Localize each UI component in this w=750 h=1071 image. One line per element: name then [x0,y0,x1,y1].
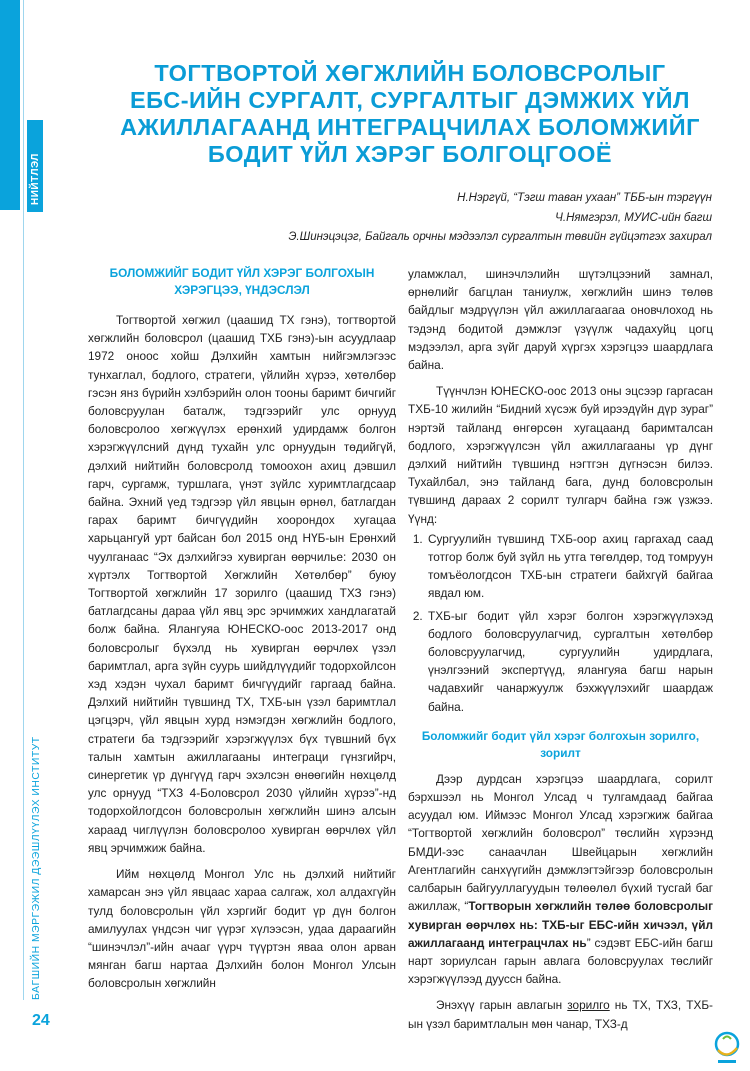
section-label: НИЙТЛЭЛ [30,153,41,205]
left-column [88,265,396,993]
page-number: 24 [32,1012,50,1029]
paragraph-text: Дээр дурдсан хэрэгцээ шаардлага, сорилт бэрхшээл нь Монгол Улсад ч тулгамдаад байгаа асуудал юм. Иймээс Монгол Улсад хэрэгжиж байгаа “Тогтвортой хөгжлийн боловсрол” төслийн хүрээнд БМДИ-ээс санаачлан Швейцарын хөгжлийн Агентлагийн санхүүгийн дэмжлэгтэйгээр боловсролын салбарын байгууллагуудын төлөөлөл бүхий тусгай баг ажиллаж, “ [408,771,713,914]
title-line: ТОГТВОРТОЙ ХӨГЖЛИЙН БОЛОВСРОЛЫГ [154,60,666,86]
publisher-logo-icon [712,1030,742,1064]
list-item: 2. ТХБ-ыг бодит үйл хэрэг болгон хэрэгжүүлэхэд бодлого боловсруулагчид, сургалтын хөтөлбөр боловсруулагчид, сургуулийн удирдлага, үнэлгээний экспертүүд, ялангуяа багш нарын чадавхийг чанаржуулж бэхжүүлэхийг шаардаж байна. [426,607,713,716]
right-column [408,265,713,1033]
author: Ч.Нямгэрэл, МУИС-ийн багш [555,211,712,224]
paragraph: уламжлал, шинэчлэлийн шүтэлцээний замнал, өрнөлийг багцлан таниулж, хөгжлийн шинэ төлөв байдлыг мэдрүүлэн үйл ажиллагаагаа оновчлоход нь тэдэнд бодитой дэмжлэг үзүүлж чадахуйц цогц мэдээлэл, арга зүйг даруй хүргэх хэрэгцээ шаардлага байна. [408,267,713,373]
list-item: 1. Сургуулийн түвшинд ТХБ-оор ахиц гаргахад саад тотгор болж буй зүйл нь утга төгөлдөр, тод томруун томъёологдсон ТХБ-ын стратеги байхгүй байгаа явдал юм. [426,530,713,603]
title-line: БОДИТ ҮЙЛ ХЭРЭГ БОЛГОЦГООЁ [207,141,613,167]
subsection-heading: Боломжийг бодит үйл хэрэг болгохын зорилго, зорилт [421,728,700,760]
sidebar-band [0,0,20,210]
author: Н.Нэргүй, “Тэгш таван ухаан” ТББ-ын тэргүүн [457,192,712,204]
paragraph: Тогтвортой хөгжил (цаашид ТХ гэнэ), тогтвортой хөгжлийн боловсрол (цаашид ТХБ гэнэ)-ын асуудлаар 1972 оноос хойш Дэлхийн хамтын нийгэмлэгээс тунхаглал, бодлого, стратеги, үйлийн хүрээ, хөтөлбөр гэсэн янз бүрийн хэлбэрийн олон тооны баримт бичгийг боловсруулан баталж, тэдгээрийг улс орнууд боловсролоо хөгжүүлэх ерөнхий удирдамж болгон хэрэгжүүлсний дүнд тухайн улс орнуудын төдийгүй, дэлхий нийтийн боловсролд томоохон ахиц дэвшил гарч, сургамж, туршлага, үнэт зүйлс хуримтлагдсаар байна. Эхний үед тэдгээр үйл явцын өрнөл, батлагдан гарах баримт бичгүүдийн хоорондох хугацаа харьцангуй урт байсан бол 2015 онд НҮБ-ын Ерөнхий чуулганаас “Эх дэлхийгээ хувирган өөрчилье: 2030 он хүртэлх Тогтвортой Хөгжлийн Хөтөлбөр” буюу Тогтвортой хөгжлийн 17 зорилго (цаашид ТХЗ гэнэ) батлагдсаны дараа үйл явц эрс эрчимжих хандлагатай болж байна. Ялангуяа ЮНЕСКО-оос 2013-2017 онд боловсролыг бүхэлд нь хувирган өөрчлөх үзэл баримтлал, арга зүйн суурь шийдлүүдийг тодорхойлсон хэд хэдэн чухал баримт бичгүүдийг гаргаад байна. Дэлхий нийтийн түвшинд ТХ, ТХБ-ын үзэл баримтлал цэгцэрч, үйл явцын хурд нэмэгдэн хөгжлийн бодлого, стратеги ба тэдгээрийг хэрэгжүүлэх бүх түвшний бүх талын хамтын ажиллагааны интеграци гүнзгийрч, синергетик үр дүнгүүд гарч эхэлсэн өнөөгийн нөхцөлд улс орнууд “ТХЗ 4-Боловсрол 2030 үйлийн хүрээ”-нд тодорхойлогдсон боловсролын хөгжлийн шинэ алсын хараад чиглүүлэн боловсролоо хувирган өөрчлөх үйл явц эрчимжиж байна. [88,313,396,855]
paragraph-text: ” сэдэвт ЕБС-ийн багш нарт зориулсан гарын авлага боловсруулах төслийг хэрэгжүүлээд дууссн байна. [408,935,714,987]
institute-label: БАГШИЙН МЭРГЭЖИЛ ДЭЭШЛҮҮЛЭХ ИНСТИТУТ [31,736,42,1000]
title-line: АЖИЛЛАГААНД ИНТЕГРАЦЧИЛАХ БОЛОМЖИЙГ [120,114,700,140]
underlined-text: зорилго [567,998,610,1013]
paragraph-text: Энэхүү гарын авлагын [436,998,568,1013]
emphasis-text: Тогтворын хөгжлийн төлөө боловсролыг хувирган өөрчлөх нь: ТХБ-ыг ЕБС-ийн хичээл, үйл ажиллагаанд интеграцчлах нь [408,899,713,950]
author-list [288,189,712,248]
paragraph-text: нь ТХ, ТХЗ, ТХБ-ын үзэл баримтлалын мөн чанар, ТХЗ-д [408,998,713,1031]
paragraph [408,996,713,1032]
paragraph: Түүнчлэн ЮНЕСКО-оос 2013 оны эцсээр гаргасан ТХБ-10 жилийн “Бидний хүсэж буй ирээдүйн дүр зураг” нэртэй тайланд өнгөрсөн хугацаанд баримталсан бодлого, хэрэгжүүлсэн үйл ажиллагааны үр дүнг дэлхий нийтийн түвшинд нэгтгэн дүгнэсэн билээ. Тухайлбал, энэ тайланд бага, дунд боловсролын түвшинд дараах 2 сорилт тулгарч байна гэж үзжээ. Үүнд: [408,384,713,526]
section-heading: БОЛОМЖИЙГ БОДИТ ҮЙЛ ХЭРЭГ БОЛГОХЫН ХЭРЭГЦЭЭ, ҮНДЭСЛЭЛ [109,266,375,297]
title-line: ЕБС-ИЙН СУРГАЛТ, СУРГАЛТЫГ ДЭМЖИХ ҮЙЛ [129,87,690,113]
challenge-list [408,530,713,716]
paragraph: Ийм нөхцөлд Монгол Улс нь дэлхий нийтийг хамарсан энэ үйл явцаас хараа салгаж, хол алдахгүйн тулд боловсролын үйл хэргийг бодит үр дүн болгон амилуулах үндсэн чиг үүрэг хүлээсэн, удаа дараагийн “шинэчлэл”-ийн ачааг үүрч түүртэн яваа олон арван мянган багш нартаа Дэлхийн болон Монгол Улсын боловсролын хөгжлийн [88,867,396,991]
article-title [70,60,750,168]
paragraph [408,770,713,988]
author: Э.Шинэцэцэг, Байгаль орчны мэдээлэл сургалтын төвийн гүйцэтгэх захирал [288,231,712,243]
sidebar-rule [23,0,24,1000]
